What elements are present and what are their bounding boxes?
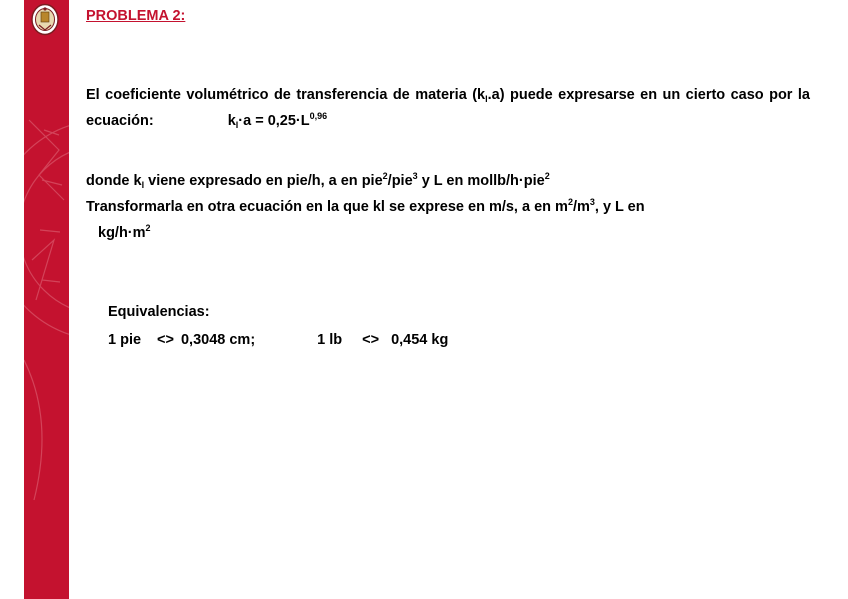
equiv-pie-symbol: <> xyxy=(157,332,174,348)
units-l1-sup2: 3 xyxy=(412,171,418,181)
units-l3-a: kg/h·m xyxy=(98,225,146,241)
equation-body: ·a = 0,25·L xyxy=(238,113,310,129)
units-l2-b: /m xyxy=(572,199,590,215)
equiv-lb-label: 1 lb xyxy=(317,332,343,348)
equiv-lb-value: 0,454 kg xyxy=(391,332,449,348)
sidebar-band xyxy=(24,0,69,599)
page-title: PROBLEMA 2: xyxy=(86,8,186,24)
equiv-pie-value: 0,3048 cm; xyxy=(180,332,256,348)
university-seal-icon xyxy=(30,3,60,36)
statement-subscript: l xyxy=(485,94,488,104)
units-line-2 xyxy=(86,194,810,220)
statement-text-a: El coeficiente volumétrico de transferencia de materia (k xyxy=(86,87,486,103)
units-l1-c: /pie xyxy=(387,173,413,189)
equation-exponent: 0,96 xyxy=(309,111,328,121)
equation-subscript: l xyxy=(235,120,239,130)
equiv-lb-symbol: <> xyxy=(362,332,380,348)
units-description xyxy=(86,168,810,246)
units-line-1 xyxy=(86,168,810,194)
units-l1-sup3: 2 xyxy=(544,171,550,181)
units-l3-sup: 2 xyxy=(145,223,151,233)
units-l1-sup1: 2 xyxy=(382,171,388,181)
units-l2-sup1: 2 xyxy=(567,197,573,207)
units-l1-d: y L en mollb/h·pie xyxy=(417,173,545,189)
equivalences-row xyxy=(108,326,448,354)
units-l2-sup2: 3 xyxy=(589,197,595,207)
equivalences-block xyxy=(108,298,448,354)
units-l1-a: donde k xyxy=(86,173,142,189)
units-l2-a: Transformarla en otra ecuación en la que kl se exprese en m/s, a en m xyxy=(86,199,568,215)
statement-text-b: .a) puede expresarse en un cierto caso por la ecuación: xyxy=(86,87,810,129)
units-line-3 xyxy=(86,220,810,246)
sidebar-watermark xyxy=(24,0,69,599)
units-l1-sub: l xyxy=(141,180,145,190)
problem-statement xyxy=(86,82,810,134)
equation-k: k xyxy=(227,113,236,129)
units-l1-b: viene expresado en pie/h, a en pie xyxy=(144,173,383,189)
equivalences-heading: Equivalencias: xyxy=(108,304,210,320)
units-l2-c: , y L en xyxy=(594,199,645,215)
equiv-pie-label: 1 pie xyxy=(108,332,142,348)
